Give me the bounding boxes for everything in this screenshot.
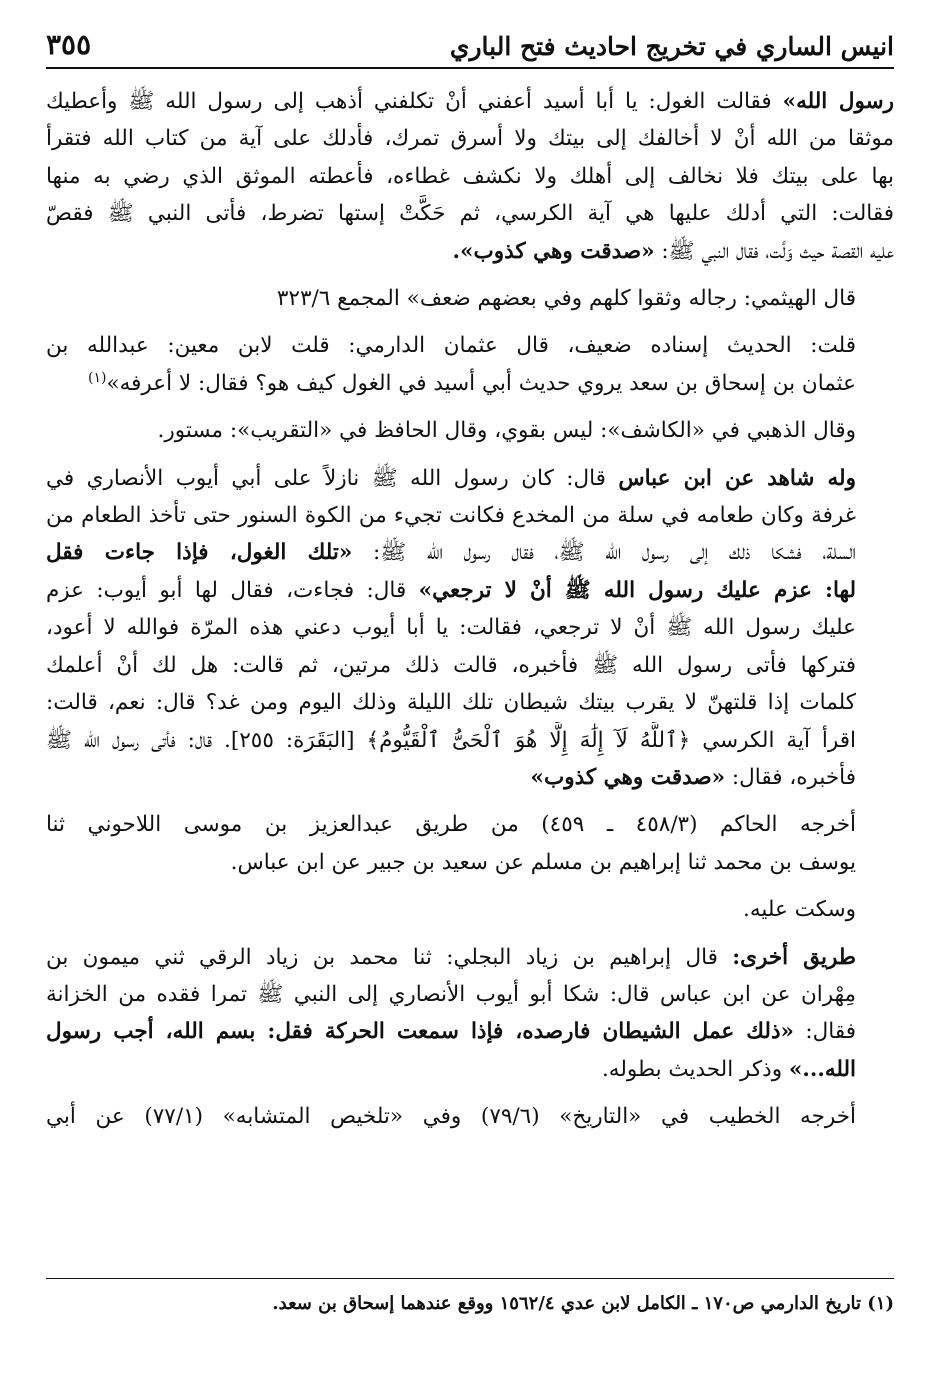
text-span: قال: فجاءت، فقال لها أبو أيوب: عزم — [46, 577, 419, 603]
paragraph-5 — [46, 460, 894, 797]
text-line — [46, 1051, 894, 1088]
bold-phrase: رسول الله» — [782, 89, 894, 114]
text-line — [46, 939, 894, 976]
text-line — [46, 1013, 894, 1050]
text-line — [46, 460, 894, 497]
text-span: عثمان بن إسحاق بن سعد يروي حديث أبي أسيد في الغول كيف هو؟ فقال: لا أعرفه» — [106, 370, 856, 396]
bold-phrase: طريق أخرى: — [732, 944, 856, 970]
page-number: ٣٥٥ — [46, 28, 92, 61]
bold-phrase: وله شاهد عن ابن عباس — [618, 465, 856, 491]
footnote: (١) تاريخ الدارمي ص١٧٠ ـ الكامل لابن عدي ١٥٦٢/٤ ووقع عندهما إسحاق بن سعد. — [272, 1293, 894, 1314]
text-line — [46, 572, 894, 609]
bold-phrase: «صدقت وهي كذوب» — [530, 764, 726, 790]
text-line: وسكت عليه. — [742, 897, 856, 923]
text-line: فتركها فأتى رسول الله ﷺ فأخبره، قالت ذلك مرتين، ثم قالت: هل لك أنْ أعلمك — [46, 652, 856, 678]
text-line: يوسف بن محمد ثنا إبراهيم بن مسلم عن سعيد بن جبير عن ابن عباس. — [230, 849, 856, 875]
page-header — [46, 28, 894, 69]
page-body — [46, 83, 894, 1136]
text-span: قال إبراهيم بن زياد البجلي: ثنا محمد بن زياد الرقي ثني ميمون بن — [46, 944, 733, 970]
text-line: قال الهيثمي: رجاله وثقوا كلهم وفي بعضهم ضعف» المجمع ٣٢٣/٦ — [276, 286, 856, 312]
text-line: غرفة وكان طعامه في سلة من المخدع فكانت تجيء من الكوة السنور حتى تأخذ الطعام من — [46, 503, 856, 529]
text-span: فقالت الغول: يا أبا أسيد أعفني أنْ تكلفني أذهب إلى رسول الله ﷺ وأعطيك — [46, 89, 783, 114]
text-line — [46, 759, 894, 796]
text-line: كلمات إذا قلتهنّ لا يقرب بيتك شيطان تلك الليلة وذلك اليوم ومن غد؟ قال: نعم، قالت: — [46, 690, 856, 716]
text-line — [46, 534, 894, 571]
paragraph-7 — [46, 891, 894, 928]
paragraph-8 — [46, 939, 894, 1089]
footnote-divider — [46, 1278, 894, 1279]
text-line: أخرجه الخطيب في «التاريخ» (٧٩/٦) وفي «تلخيص المتشابه» (٧٧/١) عن أبي — [46, 1104, 857, 1130]
bold-phrase: لها: عزم عليك رسول الله ﷺ أنْ لا ترجعي» — [418, 577, 856, 603]
paragraph-3 — [46, 327, 894, 402]
text-line: قلت: الحديث إسناده ضعيف، قال عثمان الدارمي: قلت لابن معين: عبدالله بن — [46, 333, 856, 359]
bold-phrase: «ذلك عمل الشيطان فارصده، فإذا سمعت الحركة فقل: بسم الله، أجب رسول — [46, 1019, 794, 1045]
paragraph-2 — [46, 280, 894, 317]
paragraph-1 — [46, 83, 894, 270]
text-line: موثقا من الله أنْ لا أخالفك إلى بيتك ولا أسرق تمرك، فأدلك على آية من كتاب الله فتقرأ — [46, 126, 894, 152]
footnote-ref: (١) — [87, 369, 107, 386]
paragraph-9 — [46, 1098, 894, 1135]
text-span: فأخبره، فقال: — [725, 764, 856, 790]
text-span: وذكر الحديث بطوله. — [601, 1056, 789, 1082]
text-line: عليك رسول الله ﷺ أنْ لا ترجعي، فقالت: يا أبا أيوب دعني هذه المرّة فوالله لا أعود، — [46, 615, 856, 641]
text-span: فقال: — [794, 1019, 856, 1045]
running-title: انيس الساري في تخريج احاديث فتح الباري — [449, 32, 894, 61]
bold-phrase: الله...» — [788, 1056, 856, 1082]
text-span: السلة، فشكا ذلك إلى رسول الله ﷺ، فقال رسول الله ﷺ: — [352, 540, 857, 566]
text-line: أخرجه الحاكم (٤٥٨/٣ ـ ٤٥٩) من طريق عبدالعزيز بن موسى اللاحوني ثنا — [46, 812, 856, 838]
paragraph-4 — [46, 412, 894, 449]
text-line: فقالت: التي أدلك عليها هي آية الكرسي، ثم حَكَّتْ إستها تضرط، فأتى النبي ﷺ فقصّ — [46, 201, 894, 227]
text-span: قال: كان رسول الله ﷺ نازلاً على أبي أيوب الأنصاري في — [46, 465, 619, 491]
bold-phrase: «صدقت وهي كذوب». — [452, 238, 655, 264]
text-span: عليه القصة حيث وَلَّت، فقال النبي ﷺ: — [654, 238, 894, 264]
bold-phrase: «تلك الغول، فإذا جاءت فقل — [46, 540, 353, 566]
text-line: بها على بيتك فلا نخالف إلى أهلك ولا نكشف غطاءه، فأعطته الموثق الذي رضي به منها — [46, 163, 894, 189]
text-line: وقال الذهبي في «الكاشف»: ليس بقوي، وقال الحافظ في «التقريب»: مستور. — [157, 418, 856, 444]
text-line: مِهْران عن ابن عباس قال: شكا أبو أيوب الأنصاري إلى النبي ﷺ تمرا فقده من الخزانة — [46, 981, 856, 1007]
text-line — [46, 233, 894, 270]
text-line — [46, 365, 894, 402]
paragraph-6 — [46, 806, 894, 881]
text-line: اقرأ آية الكرسي ﴿ٱللَّهُ لَآ إِلَٰهَ إِلَّا هُوَ ٱلْحَىُّ ٱلْقَيُّومُ﴾ [البَقَرَة: ٢٥٥]. قال: فأتى رسول الله ﷺ — [46, 727, 856, 753]
text-line — [46, 83, 894, 120]
